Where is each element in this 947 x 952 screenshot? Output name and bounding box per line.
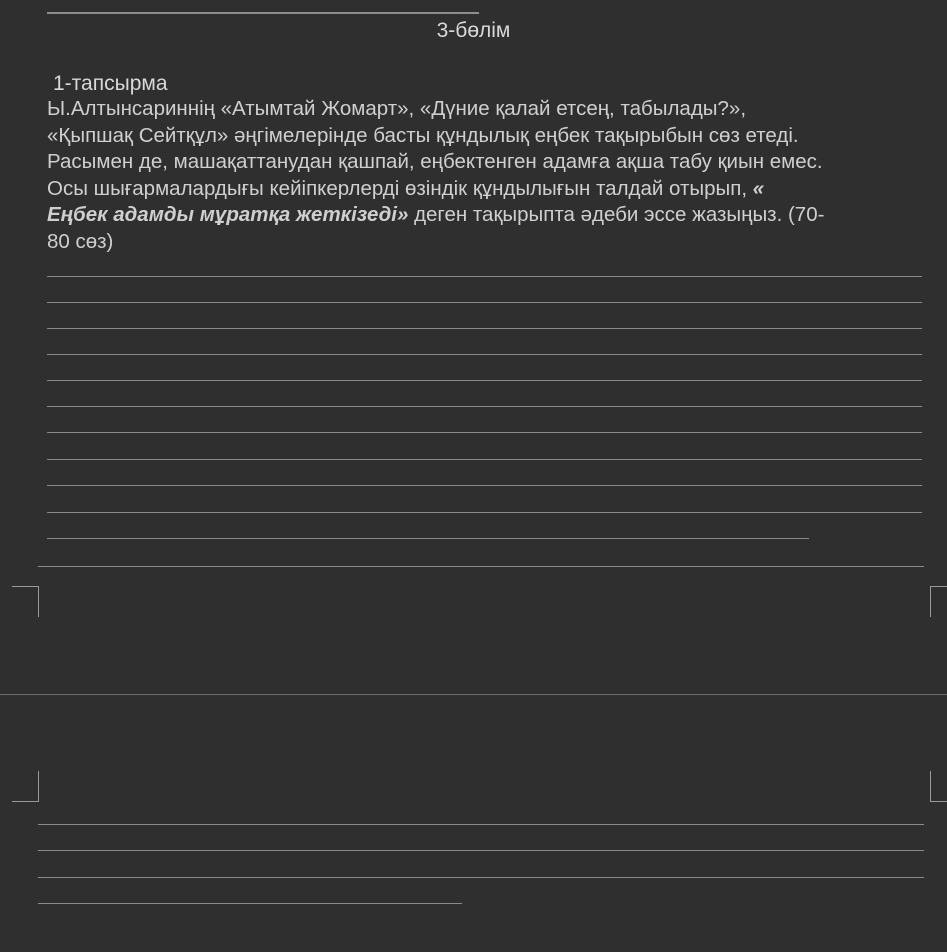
task-line-4-text: Осы шығармалардығы кейіпкерлерді өзіндік құндылығын талдай отырып,	[47, 176, 753, 200]
answer-line[interactable]	[47, 432, 922, 433]
answer-line[interactable]	[47, 276, 922, 277]
task-line-1: Ы.Алтынсариннің «Атымтай Жомарт», «Дүние қалай етсең, табылады?»,	[47, 97, 747, 120]
task-body	[47, 96, 932, 255]
task-line-3: Расымен де, машақаттанудан қашпай, еңбектенген адамға ақша табу қиын емес.	[47, 150, 823, 173]
page-corner-mark	[12, 586, 39, 617]
top-rule	[47, 12, 479, 14]
answer-line[interactable]	[38, 824, 924, 825]
answer-line[interactable]	[47, 538, 809, 539]
page-corner-mark	[930, 586, 947, 617]
answer-line[interactable]	[47, 328, 922, 329]
answer-line[interactable]	[47, 406, 922, 407]
essay-topic: Еңбек адамды мұратқа жеткізеді»	[47, 203, 409, 226]
answer-line[interactable]	[38, 877, 924, 878]
task-line-5-text: деген тақырыпта әдеби эссе жазыңыз. (70-	[408, 203, 825, 226]
answer-line[interactable]	[47, 354, 922, 355]
answer-line[interactable]	[47, 302, 922, 303]
task-line-6: 80 сөз)	[47, 229, 114, 253]
task-line-2: «Қыпшақ Сейтқұл» әңгімелерінде басты құндылық еңбек тақырыбын сөз етеді.	[47, 123, 799, 147]
page-corner-mark	[12, 771, 39, 802]
section-title: 3-бөлім	[436, 19, 511, 42]
answer-line[interactable]	[47, 459, 922, 460]
page-corner-mark	[930, 771, 947, 802]
answer-line[interactable]	[47, 380, 922, 381]
task-line-4	[47, 176, 932, 203]
task-title: 1-тапсырма	[53, 72, 168, 95]
task-line-4-emphasis: «	[752, 176, 765, 200]
answer-line[interactable]	[47, 485, 922, 486]
page-break-line	[0, 694, 947, 695]
answer-line[interactable]	[38, 566, 924, 567]
answer-line[interactable]	[47, 512, 922, 513]
answer-line[interactable]	[38, 903, 462, 904]
task-line-5	[47, 202, 932, 229]
answer-line[interactable]	[38, 850, 924, 851]
